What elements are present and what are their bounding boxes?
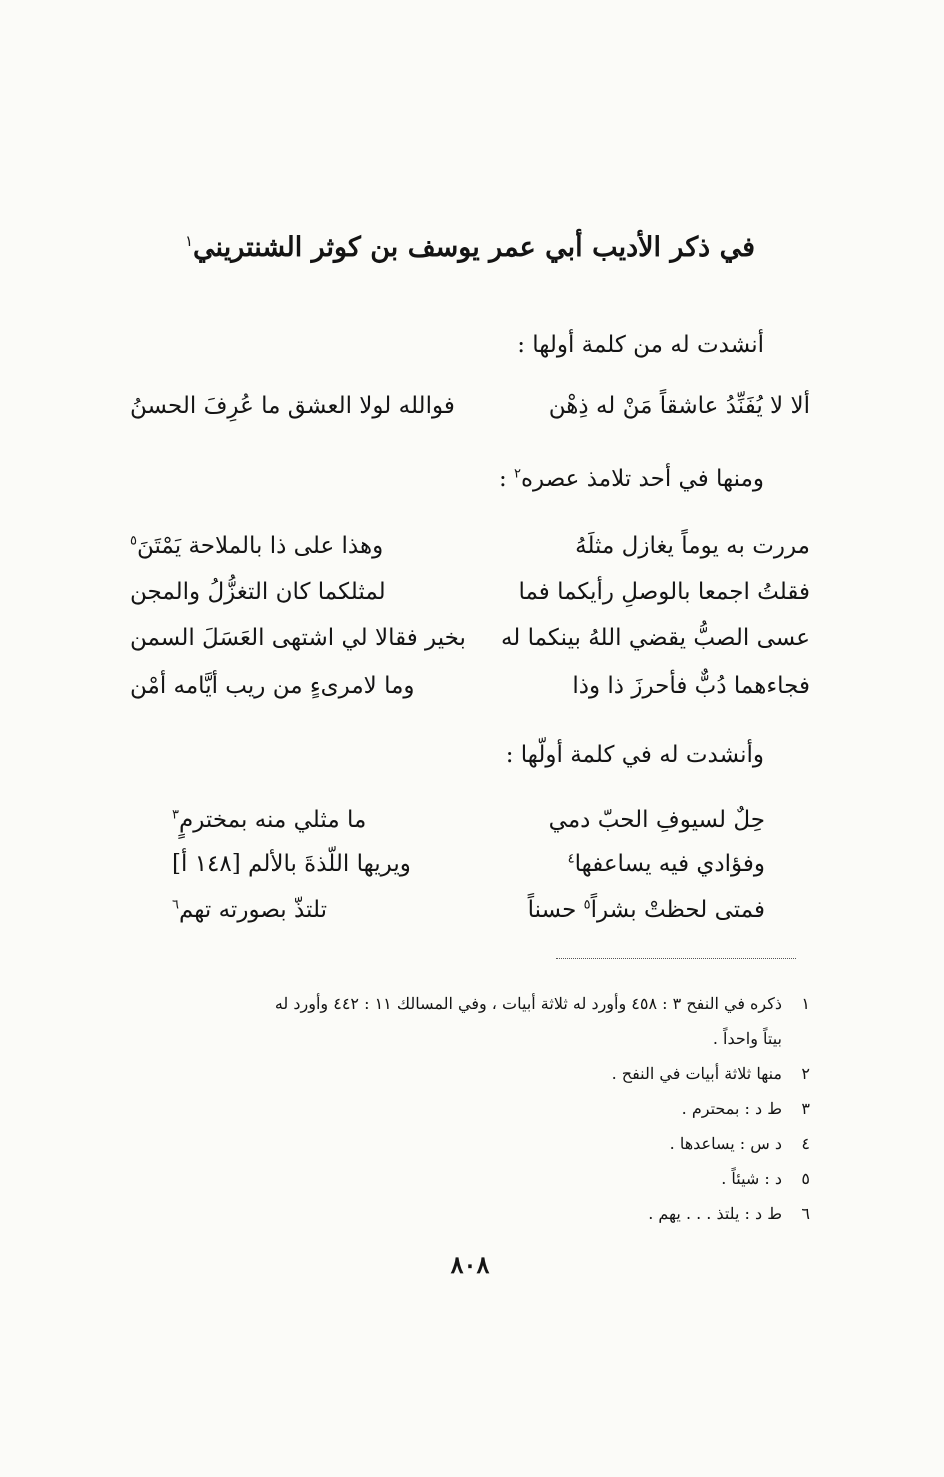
footnote-number: ٢: [801, 1064, 810, 1083]
footnote-divider: [556, 958, 796, 959]
heading-footnote-ref: ١: [184, 232, 194, 250]
section-2-intro: [499, 462, 764, 496]
verse-line: [130, 842, 810, 886]
footnote-number: ٥: [801, 1169, 810, 1188]
verse-line: [130, 524, 810, 568]
footnote-number: ٣: [801, 1099, 810, 1118]
footnote-number: ١: [801, 994, 810, 1013]
section-2-intro-colon: :: [498, 466, 515, 492]
verse-second-hemistich: [130, 524, 383, 568]
chapter-heading: [150, 228, 790, 268]
verse-second-hemistich: وما لامرىءٍ من ريب أيَّامه أمْن: [130, 673, 415, 699]
verse-footnote-ref: ٥: [583, 897, 591, 913]
footnote-text: منها ثلاثة أبيات في النفح .: [611, 1064, 782, 1083]
verse-first-hemistich: حِلٌ لسيوفِ الحبّ دمي: [548, 807, 765, 833]
hemistich-text: وهذا على ذا بالملاحة يَمْتَنَ: [136, 533, 384, 559]
verse-first-hemistich: [568, 842, 765, 886]
section-1-intro: أنشدت له من كلمة أولها :: [517, 332, 764, 358]
footnote-text: ط د : يلتذ . . . يهم .: [648, 1204, 782, 1223]
verse-first-hemistich: ألا لا يُفَنِّدُ عاشقاً مَنْ له ذِهْن: [548, 393, 810, 419]
footnote: [130, 1091, 810, 1126]
verse-line: [130, 570, 810, 614]
hemistich-tail: حسناً: [527, 897, 584, 923]
verse-first-hemistich: عسى الصبُّ يقضي اللهُ بينكما له: [500, 625, 810, 651]
verse-line: [130, 384, 810, 428]
footnote-text: د : شيئاً .: [721, 1169, 782, 1188]
footnote-text: ذكره في النفح ٣ : ٤٥٨ وأورد له ثلاثة أبيات ، وفي المسالك ١١ : ٤٤٢ وأورد له: [274, 994, 782, 1013]
footnote: [130, 1196, 810, 1231]
verse-footnote-ref: ٣: [172, 807, 179, 823]
hemistich-text: ما مثلي منه بمخترمٍ: [178, 807, 367, 833]
verse-footnote-ref: ٤: [567, 851, 575, 867]
verse-second-hemistich: ويريها اللّذةَ بالألم [١٤٨ أ]: [172, 851, 411, 877]
section-2-footnote-ref: ٢: [514, 466, 521, 482]
verse-second-hemistich: فوالله لولا العشق ما عُرِفَ الحسنُ: [130, 393, 455, 419]
footnote: [130, 1126, 810, 1161]
footnote-number: ٦: [801, 1204, 810, 1223]
footnote: [130, 1056, 810, 1091]
footnote: [130, 1161, 810, 1196]
footnote-number: ٤: [801, 1134, 810, 1153]
hemistich-text: وفؤادي فيه يساعفها: [574, 851, 765, 877]
verse-line: [130, 888, 810, 932]
verse-first-hemistich: مررت به يوماً يغازل مثلَهُ: [575, 533, 810, 559]
footnotes: [130, 986, 810, 1231]
verse-footnote-ref: ٥: [130, 533, 137, 549]
verse-first-hemistich: [528, 888, 765, 932]
chapter-heading-text: في ذكر الأديب أبي عمر يوسف بن كوثر الشنتريني: [193, 232, 756, 263]
verse-first-hemistich: فقلتُ اجمعا بالوصلِ رأيكما فما: [518, 579, 810, 605]
verse-second-hemistich: لمثلكما كان التغزُّلُ والمجن: [130, 579, 386, 605]
verse-second-hemistich: [172, 888, 327, 932]
footnote: [130, 986, 810, 1021]
verse-line: [130, 798, 810, 842]
verse-footnote-ref: ٦: [172, 897, 179, 913]
section-2-intro-text: ومنها في أحد تلامذ عصره: [521, 466, 764, 492]
verse-line: [130, 664, 810, 708]
footnote-text: د س : يساعدها .: [669, 1134, 782, 1153]
verse-second-hemistich: بخير فقالا لي اشتهى العَسَلَ السمن: [130, 625, 466, 651]
hemistich-text: تلتذّ بصورته تهم: [178, 897, 328, 923]
section-3-intro: وأنشدت له في كلمة أولّها :: [505, 742, 764, 768]
verse-second-hemistich: [172, 798, 366, 842]
hemistich-text: فمتى لحظتْ بشراً: [590, 897, 765, 923]
verse-line: [130, 616, 810, 660]
verse-first-hemistich: فجاءهما دُبٌّ فأحرزَ ذا وذا: [572, 673, 810, 699]
footnote-text: ط د : بمحترم .: [681, 1099, 782, 1118]
footnote-continuation: بيتاً واحداً .: [712, 1029, 782, 1048]
page-number: ٨٠٨: [450, 1250, 490, 1279]
